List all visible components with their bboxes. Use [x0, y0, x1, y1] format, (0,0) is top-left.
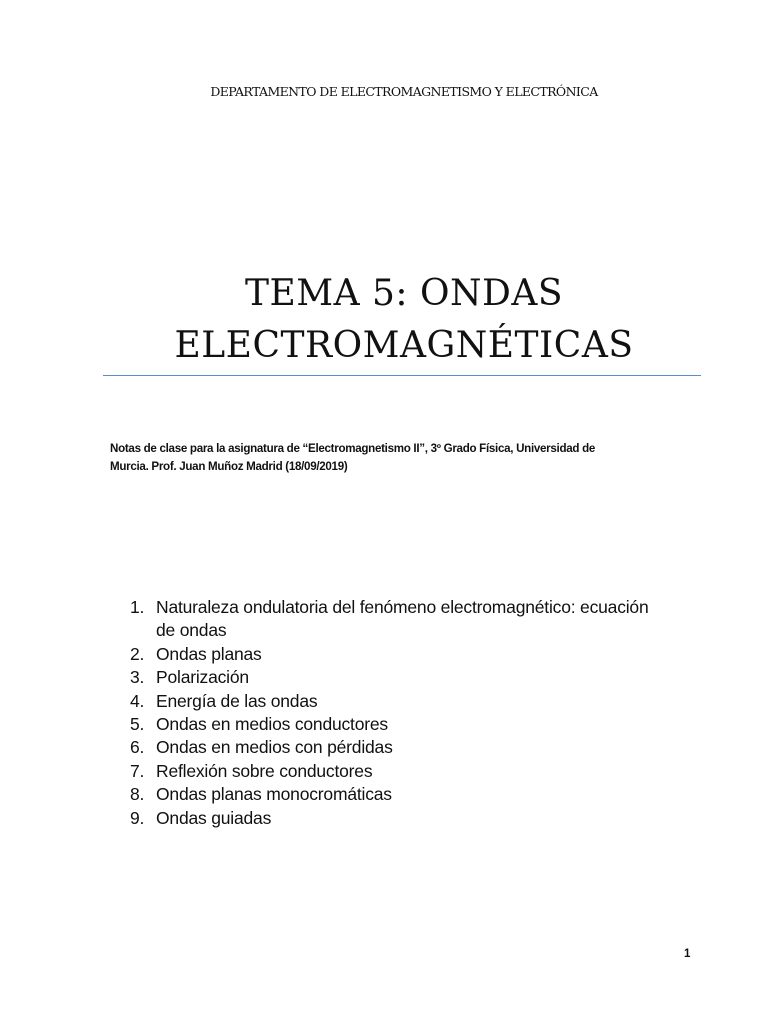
list-item-number: 8.: [130, 784, 145, 805]
department-header: DEPARTAMENTO DE ELECTROMAGNETISMO Y ELECTRÓNICA: [210, 84, 598, 99]
list-item: [130, 713, 670, 736]
list-item-number: 1.: [130, 597, 145, 617]
title-line-2: ELECTROMAGNÉTICAS: [174, 325, 634, 366]
list-item-text: Ondas planas: [156, 643, 262, 664]
list-item-text: Ondas planas monocromáticas: [156, 784, 392, 805]
list-item: [130, 690, 670, 713]
list-item-text: Reflexión sobre conductores: [156, 760, 373, 781]
list-item-text: Naturaleza ondulatoria del fenómeno electromagnético: ecuación de ondas: [156, 597, 649, 641]
list-item-text: Polarización: [156, 667, 249, 688]
page-number: 1: [684, 948, 691, 960]
list-item: [130, 783, 670, 806]
title-divider: [103, 375, 701, 376]
list-item: [130, 596, 670, 643]
list-item: [130, 666, 670, 689]
table-of-contents: [130, 596, 670, 830]
notes-line-1: Notas de clase para la asignatura de “Electromagnetismo II”, 3º Grado Física, Universidad de: [110, 442, 596, 455]
list-item-text: Ondas en medios con pérdidas: [156, 737, 393, 758]
document-title: [0, 268, 768, 372]
list-item-number: 5.: [130, 714, 145, 735]
list-item-number: 6.: [130, 737, 145, 758]
title-line-1: TEMA 5: ONDAS: [244, 273, 564, 314]
list-item-number: 4.: [130, 690, 145, 711]
list-item-text: Ondas guiadas: [156, 807, 272, 828]
list-item-number: 7.: [130, 760, 145, 781]
list-item: [130, 736, 670, 759]
list-item-number: 2.: [130, 643, 145, 664]
list-item-number: 9.: [130, 807, 145, 828]
list-item: [130, 807, 670, 830]
notes-line-2: Murcia. Prof. Juan Muñoz Madrid (18/09/2019): [110, 460, 348, 473]
list-item-text: Ondas en medios conductores: [156, 714, 388, 735]
list-item-text: Energía de las ondas: [156, 690, 318, 711]
course-notes: [110, 440, 670, 476]
list-item-number: 3.: [130, 667, 145, 688]
list-item: [130, 760, 670, 783]
list-item: [130, 643, 670, 666]
